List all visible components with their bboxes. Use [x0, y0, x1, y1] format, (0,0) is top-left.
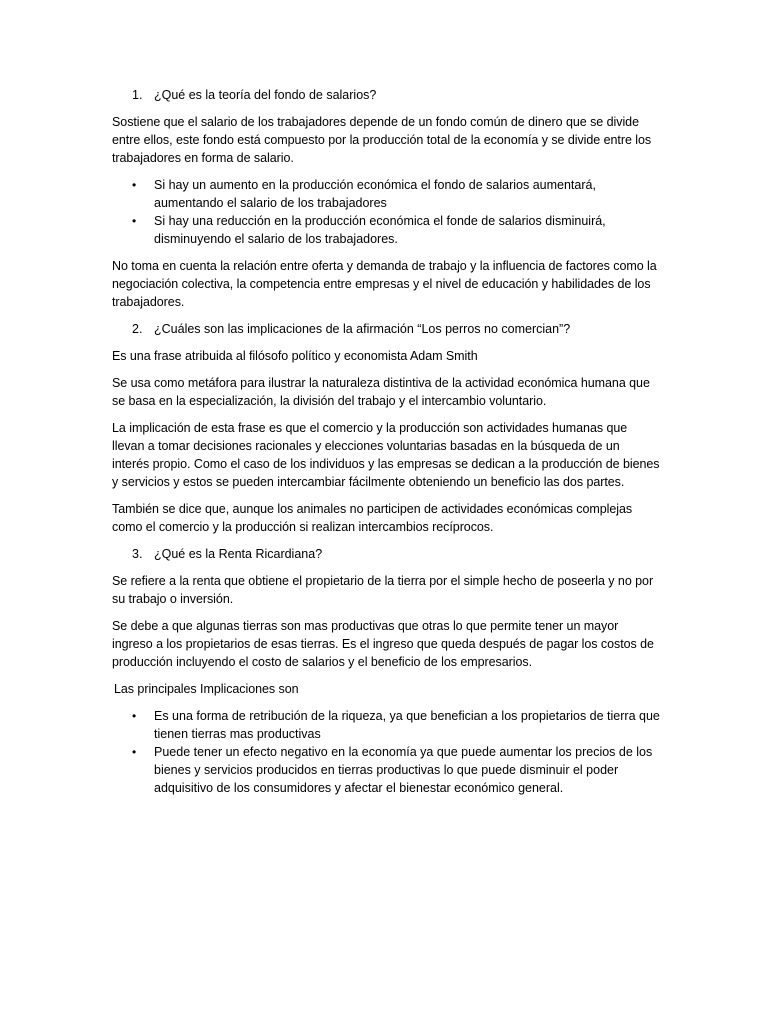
- paragraph: Se usa como metáfora para ilustrar la naturaleza distintiva de la actividad económica humana que se basa en la especialización, la división del trabajo y el intercambio voluntario.: [112, 376, 650, 408]
- paragraph: La implicación de esta frase es que el comercio y la producción son actividades humanas que llevan a tomar decisiones racionales y elecciones voluntarias basadas en la búsqueda de un interés propio. Como el caso de los individuos y las empresas se dedican a la producción de bienes y servicios y estos se pueden intercambiar fácilmente obteniendo un beneficio las dos partes.: [112, 421, 660, 489]
- list-item-text: Si hay un aumento en la producción económica el fondo de salarios aumentará, aumentando el salario de los trabajadores: [154, 178, 596, 210]
- list-item: [112, 707, 660, 743]
- list-item-text: Si hay una reducción en la producción económica el fonde de salarios disminuirá, disminuyendo el salario de los trabajadores.: [154, 214, 606, 246]
- question-text: ¿Qué es la Renta Ricardiana?: [154, 547, 323, 561]
- bullet-list: [112, 707, 660, 797]
- bullet-icon: •: [132, 178, 137, 192]
- paragraph: Se refiere a la renta que obtiene el propietario de la tierra por el simple hecho de poseerla y no por su trabajo o inversión.: [112, 574, 654, 606]
- paragraph: Se debe a que algunas tierras son mas productivas que otras lo que permite tener un mayor ingreso a los propietarios de esas tierras. Es el ingreso que queda después de pagar los costos de producción incluyendo el costo de salarios y el beneficio de los empresarios.: [112, 619, 654, 669]
- bullet-list: [112, 176, 660, 248]
- bullet-icon: •: [132, 709, 137, 723]
- list-item: [112, 176, 660, 212]
- question-text: ¿Qué es la teoría del fondo de salarios?: [154, 88, 377, 102]
- paragraph: Es una frase atribuida al filósofo político y economista Adam Smith: [112, 349, 478, 363]
- question-3: [112, 545, 660, 563]
- paragraph: No toma en cuenta la relación entre oferta y demanda de trabajo y la influencia de factores como la negociación colectiva, la competencia entre empresas y el nivel de educación y habilidades de los trabajadores.: [112, 259, 657, 309]
- question-text: ¿Cuáles son las implicaciones de la afirmación “Los perros no comercian”?: [154, 322, 571, 336]
- paragraph: Sostiene que el salario de los trabajadores depende de un fondo común de dinero que se divide entre ellos, este fondo está compuesto por la producción total de la economía y se divide entre los trabajadores en forma de salario.: [112, 115, 652, 165]
- question-number: 3.: [132, 547, 143, 561]
- paragraph: Las principales Implicaciones son: [114, 682, 299, 696]
- question-number: 1.: [132, 88, 143, 102]
- document-page: [112, 86, 660, 806]
- list-item: [112, 212, 660, 248]
- list-item-text: Puede tener un efecto negativo en la economía ya que puede aumentar los precios de los bienes y servicios producidos en tierras productivas lo que puede disminuir el poder adquisitivo de los consumidores y afectar el bienestar económico general.: [154, 745, 653, 795]
- list-item: [112, 743, 660, 797]
- question-number: 2.: [132, 322, 143, 336]
- bullet-icon: •: [132, 745, 137, 759]
- question-1: [112, 86, 660, 104]
- paragraph: También se dice que, aunque los animales no participen de actividades económicas complejas como el comercio y la producción si realizan intercambios recíprocos.: [112, 502, 633, 534]
- list-item-text: Es una forma de retribución de la riqueza, ya que benefician a los propietarios de tierra que tienen tierras mas productivas: [154, 709, 660, 741]
- bullet-icon: •: [132, 214, 137, 228]
- question-2: [112, 320, 660, 338]
